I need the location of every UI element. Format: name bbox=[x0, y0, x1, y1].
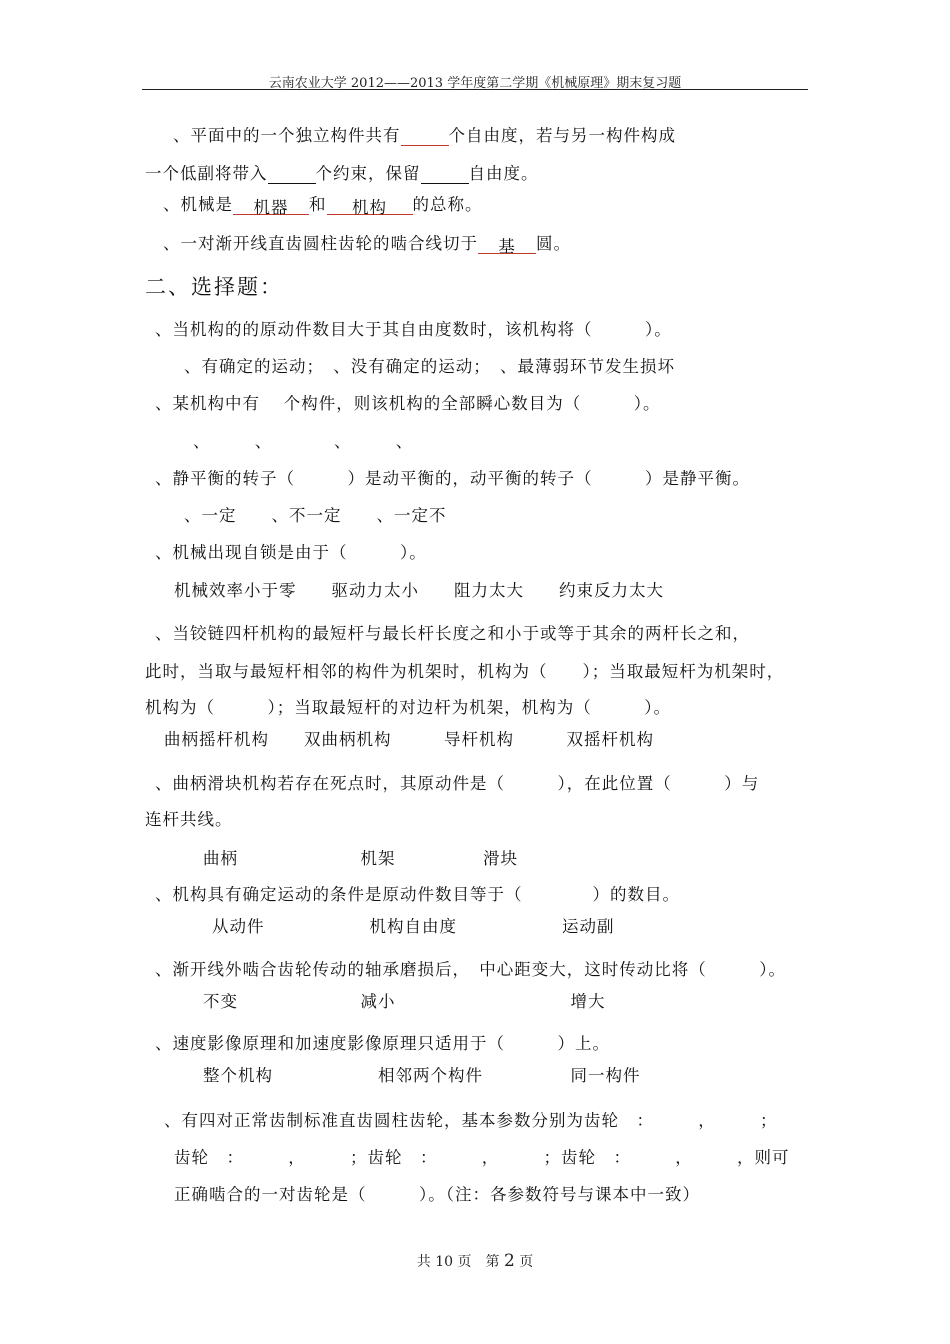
choice-q6-line1: 、曲柄滑块机构若存在死点时，其原动件是（ ），在此位置（ ）与 bbox=[155, 774, 760, 793]
choice-q5-line3: 机构为（ ）；当取最短杆的对边杆为机架，机构为（ ）。 bbox=[145, 698, 671, 717]
answer-blank bbox=[268, 163, 316, 184]
choice-q3: 、静平衡的转子（ ）是动平衡的，动平衡的转子（ ）是静平衡。 bbox=[155, 469, 750, 488]
answer-blank bbox=[421, 163, 469, 184]
question-text: 、平面中的一个独立构件共有 bbox=[173, 126, 401, 145]
choice-q10-line2: 齿轮 ： ， ；齿轮 ： ， ；齿轮 ： ， ，则可 bbox=[174, 1148, 790, 1167]
answer-base-circle: 基 bbox=[478, 233, 536, 254]
page-footer: 共 10 页 第 2 页 bbox=[416, 1251, 534, 1271]
question-machine bbox=[163, 191, 483, 215]
choice-q5-options: 曲柄摇杆机构 双曲柄机构 导杆机构 双摇杆机构 bbox=[164, 730, 654, 749]
page-number: 2 bbox=[503, 1251, 515, 1271]
total-pages: 10 bbox=[435, 1254, 454, 1270]
question-text: 一个低副将带入 bbox=[145, 164, 268, 183]
choice-q7-options: 从动件 机构自由度 运动副 bbox=[212, 917, 615, 936]
question-text: 的总称。 bbox=[412, 195, 483, 214]
choice-q2: 、某机构中有 个构件，则该机构的全部瞬心数目为（ ）。 bbox=[155, 394, 661, 413]
question-dof-line2 bbox=[145, 160, 539, 184]
question-text: 个自由度，若与另一构件构成 bbox=[448, 126, 676, 145]
choice-q2-options: 、 、 、 、 bbox=[193, 432, 414, 451]
choice-q5-line1: 、当铰链四杆机构的最短杆与最长杆长度之和小于或等于其余的两杆长之和， bbox=[155, 624, 750, 643]
question-dof-line1 bbox=[173, 122, 676, 146]
question-text: 圆。 bbox=[536, 234, 571, 253]
answer-blank bbox=[401, 125, 449, 146]
section-title-choice: 二、选择题： bbox=[145, 275, 283, 299]
question-text: 个约束，保留 bbox=[315, 164, 421, 183]
answer-mechanism: 机构 bbox=[327, 194, 413, 215]
choice-q8: 、渐开线外啮合齿轮传动的轴承磨损后， 中心距变大，这时传动比将（ ）。 bbox=[155, 960, 786, 979]
choice-q4-options: 机械效率小于零 驱动力太小 阻力太大 约束反力太大 bbox=[174, 581, 664, 600]
choice-q5-line2: 此时，当取与最短杆相邻的构件为机架时，机构为（ ）；当取最短杆为机架时， bbox=[145, 662, 785, 681]
question-text: 、机械是 bbox=[163, 195, 233, 214]
question-text: 和 bbox=[309, 195, 327, 214]
choice-q8-options: 不变 减小 增大 bbox=[203, 992, 606, 1011]
question-text: 、一对渐开线直齿圆柱齿轮的啮合线切于 bbox=[163, 234, 478, 253]
question-text: 自由度。 bbox=[468, 164, 539, 183]
choice-q9-options: 整个机构 相邻两个构件 同一构件 bbox=[203, 1066, 641, 1085]
header-rule bbox=[142, 89, 808, 90]
choice-q1-options: 、有确定的运动； 、没有确定的运动； 、最薄弱环节发生损坏 bbox=[184, 357, 675, 376]
choice-q4: 、机械出现自锁是由于（ ）。 bbox=[155, 543, 427, 562]
choice-q6-options: 曲柄 机架 滑块 bbox=[203, 849, 518, 868]
choice-q7: 、机构具有确定运动的条件是原动件数目等于（ ）的数目。 bbox=[155, 885, 680, 904]
question-gear-line bbox=[163, 230, 571, 254]
choice-q1: 、当机构的的原动件数目大于其自由度数时，该机构将（ ）。 bbox=[155, 320, 672, 339]
choice-q10-line1: 、有四对正常齿制标准直齿圆柱齿轮，基本参数分别为齿轮 ： ， ； bbox=[164, 1111, 778, 1130]
choice-q3-options: 、一定 、不一定 、一定不 bbox=[184, 506, 447, 525]
choice-q10-line3: 正确啮合的一对齿轮是（ ）。（注：各参数符号与课本中一致） bbox=[174, 1185, 700, 1204]
answer-machine: 机器 bbox=[233, 194, 309, 215]
choice-q9: 、速度影像原理和加速度影像原理只适用于（ ）上。 bbox=[155, 1034, 610, 1053]
page-header: 云南农业大学 2012——2013 学年度第二学期《机械原理》期末复习题 bbox=[268, 76, 682, 91]
choice-q6-line2: 连杆共线。 bbox=[145, 810, 233, 829]
